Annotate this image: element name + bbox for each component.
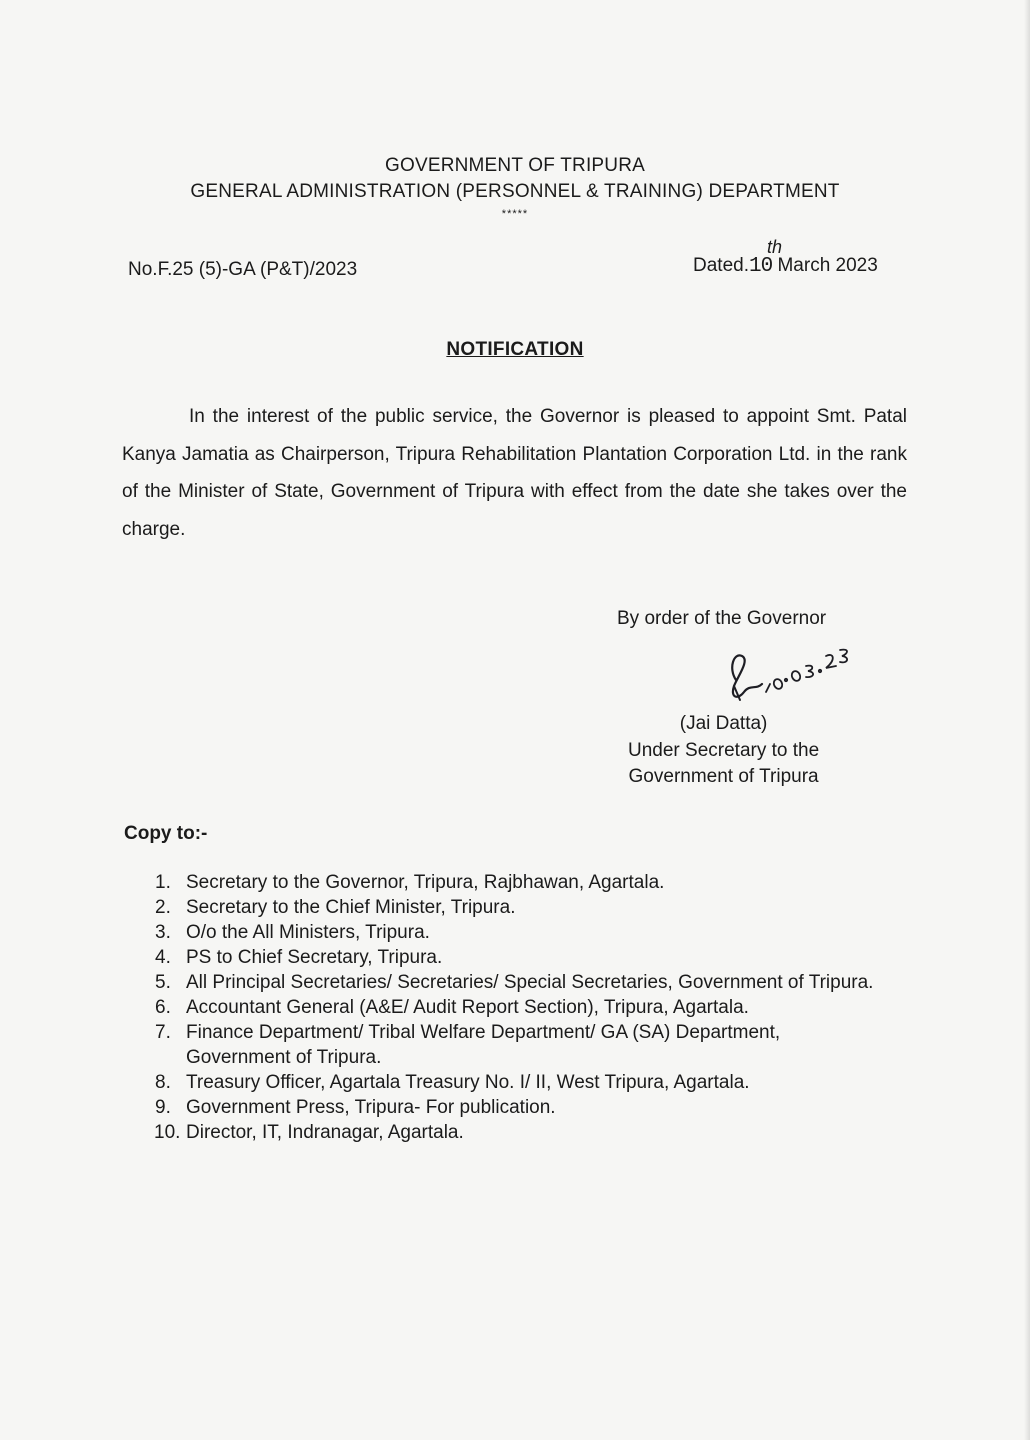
list-item	[155, 870, 875, 895]
list-item-number: 10.	[154, 1122, 181, 1143]
notification-body: In the interest of the public service, the Governor is pleased to appoint Smt. Patal Kanya Jamatia as Chairperson, Tripura Rehabilitation Plantation Corporation Ltd. in the rank of the Minister of State, Government of Tripura with effect from the date she takes over the charge.	[122, 406, 907, 540]
signatory-name: (Jai Datta)	[679, 713, 768, 734]
date-day-suffix-handwritten: th	[767, 237, 783, 257]
list-item-text: All Principal Secretaries/ Secretaries/ Special Secretaries, Government of Tripura.	[186, 972, 874, 993]
list-item-number: 1.	[155, 872, 171, 893]
department-heading: GENERAL ADMINISTRATION (PERSONNEL & TRAINING) DEPARTMENT	[190, 181, 840, 202]
list-item-number: 6.	[155, 997, 171, 1018]
signatory-designation-1: Under Secretary to the	[628, 739, 820, 761]
list-item-text: Treasury Officer, Agartala Treasury No. I/ II, West Tripura, Agartala.	[186, 1072, 750, 1093]
list-item-text: Director, IT, Indranagar, Agartala.	[186, 1122, 464, 1143]
list-item	[155, 1020, 875, 1070]
handwritten-signature	[722, 640, 872, 710]
dated-prefix: Dated.	[693, 255, 749, 276]
list-item	[155, 945, 875, 970]
list-item-text: PS to Chief Secretary, Tripura.	[186, 947, 443, 968]
list-item	[155, 970, 875, 995]
list-item	[155, 1095, 875, 1120]
list-item-text: Finance Department/ Tribal Welfare Department/ GA (SA) Department, Government of Tripura.	[186, 1022, 781, 1068]
list-item-text: O/o the All Ministers, Tripura.	[186, 922, 430, 943]
heading-stars: *****	[501, 208, 529, 220]
list-item-number: 7.	[155, 1022, 171, 1043]
list-item-number: 8.	[155, 1072, 171, 1093]
signatory-block	[628, 711, 819, 791]
list-item-number: 2.	[155, 897, 171, 918]
list-item-number: 9.	[155, 1097, 171, 1118]
copy-to-heading: Copy to:-	[124, 823, 208, 844]
list-item-number: 5.	[155, 972, 171, 993]
government-heading: GOVERNMENT OF TRIPURA	[384, 155, 646, 176]
signatory-designation-2: Government of Tripura	[628, 766, 819, 787]
list-item-text: Government Press, Tripura- For publication.	[186, 1097, 556, 1118]
list-item-number: 4.	[155, 947, 171, 968]
list-item-number: 3.	[155, 922, 171, 943]
list-item	[155, 1120, 875, 1145]
list-item	[155, 920, 875, 945]
list-item-text: Secretary to the Chief Minister, Tripura.	[186, 897, 516, 918]
date-day-handwritten: 10	[748, 255, 773, 278]
date-line	[693, 237, 878, 278]
list-item	[155, 895, 875, 920]
date-month-year: March 2023	[777, 255, 878, 276]
copy-to-list	[155, 870, 875, 1145]
list-item	[155, 1070, 875, 1095]
notification-title: NOTIFICATION	[446, 339, 584, 360]
list-item-text: Accountant General (A&E/ Audit Report Section), Tripura, Agartala.	[186, 997, 749, 1018]
file-number: No.F.25 (5)-GA (P&T)/2023	[128, 259, 358, 280]
list-item-text: Secretary to the Governor, Tripura, Rajbhawan, Agartala.	[186, 872, 665, 893]
by-order-line: By order of the Governor	[617, 608, 827, 629]
list-item	[155, 995, 875, 1020]
